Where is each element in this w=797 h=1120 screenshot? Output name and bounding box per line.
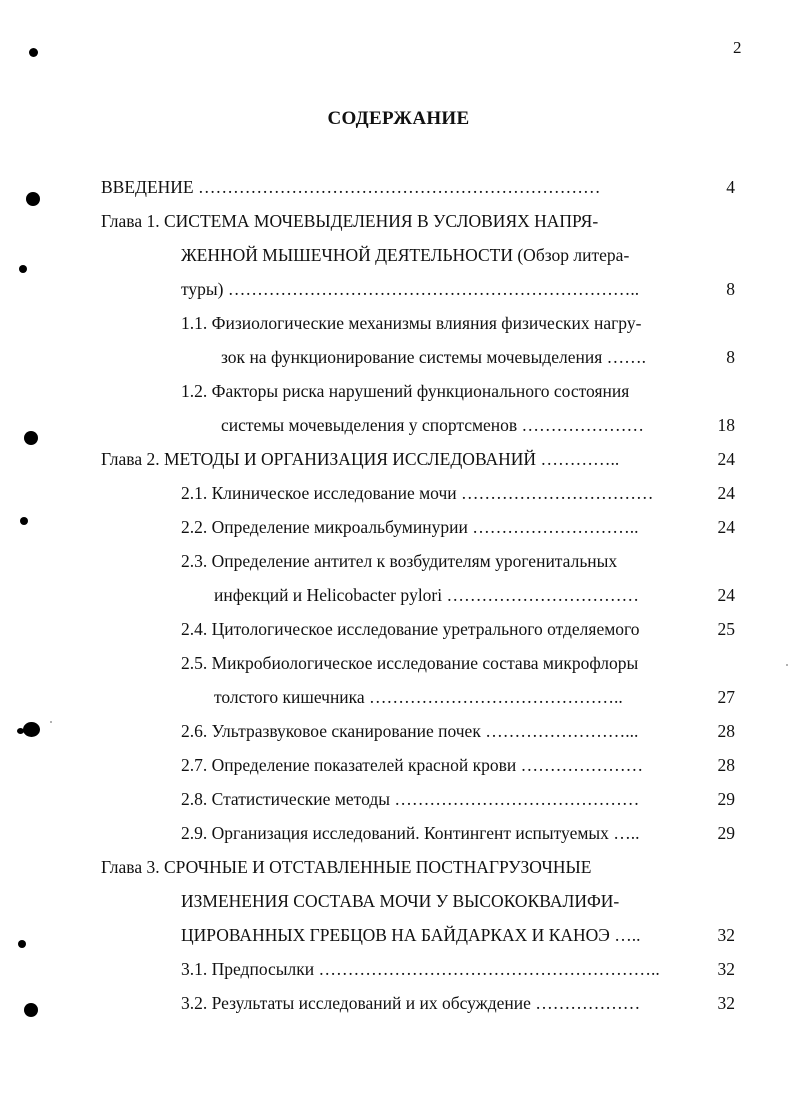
toc-entry-chapter-1-cont: туры) ……………………………………………………………..	[181, 279, 640, 299]
toc-page-number: 28	[717, 721, 735, 741]
toc-page-number: 29	[717, 789, 735, 809]
toc-page-number: 32	[717, 959, 735, 979]
binder-hole-6	[23, 722, 40, 737]
toc-entry-section-2-1: 2.1. Клиническое исследование мочи ……………………………	[181, 483, 654, 503]
toc-page-number: 27	[717, 687, 735, 707]
binder-hole-5	[20, 517, 28, 525]
toc-page-number: 32	[717, 993, 735, 1013]
toc-entry-section-2-2: 2.2. Определение микроальбуминурии ………………………..	[181, 517, 639, 537]
binder-hole-7	[18, 940, 26, 948]
toc-entry-section-2-4: 2.4. Цитологическое исследование уретрального отделяемого	[181, 619, 640, 639]
toc-entry-section-2-3: 2.3. Определение антител к возбудителям урогенитальных	[181, 551, 618, 571]
toc-page-number: 32	[717, 925, 735, 945]
scan-speck-2	[786, 664, 788, 666]
toc-entry-section-1-1-cont: зок на функционирование системы мочевыделения …….	[221, 347, 647, 367]
toc-entry-chapter-3: Глава 3. СРОЧНЫЕ И ОТСТАВЛЕННЫЕ ПОСТНАГРУЗОЧНЫЕ	[101, 857, 592, 877]
toc-page-number: 24	[717, 483, 735, 503]
toc-page-number: 24	[717, 517, 735, 537]
toc-entry-chapter-1-cont: ЖЕННОЙ МЫШЕЧНОЙ ДЕЯТЕЛЬНОСТИ (Обзор литера-	[181, 245, 630, 265]
toc-entry-section-1-2-cont: системы мочевыделения у спортсменов …………………	[221, 415, 645, 435]
toc-entry-section-1-2: 1.2. Факторы риска нарушений функционального состояния	[181, 381, 630, 401]
binder-hole-2	[26, 192, 40, 206]
toc-entry-section-2-9: 2.9. Организация исследований. Контингент испытуемых …..	[181, 823, 640, 843]
toc-entry-introduction: ВВЕДЕНИЕ ……………………………………………………………	[101, 177, 601, 197]
toc-page-number: 4	[726, 177, 735, 197]
toc-page-number: 18	[717, 415, 735, 435]
toc-entry-section-2-8: 2.8. Статистические методы ……………………………………	[181, 789, 640, 809]
binder-hole-8	[24, 1003, 38, 1017]
page-title: СОДЕРЖАНИЕ	[327, 108, 470, 129]
scan-speck-1	[50, 721, 52, 723]
toc-entry-section-2-5: 2.5. Микробиологическое исследование состава микрофлоры	[181, 653, 639, 673]
binder-hole-3	[19, 265, 27, 273]
toc-entry-section-2-3-cont: инфекций и Helicobacter pylori ……………………………	[214, 585, 639, 605]
toc-entry-chapter-2: Глава 2. МЕТОДЫ И ОРГАНИЗАЦИЯ ИССЛЕДОВАНИЙ …………..	[101, 449, 620, 469]
toc-entry-section-2-6: 2.6. Ультразвуковое сканирование почек ……………………...	[181, 721, 639, 741]
toc-page-number: 24	[717, 449, 735, 469]
toc-page-number: 8	[726, 279, 735, 299]
toc-entry-section-3-2: 3.2. Результаты исследований и их обсуждение ………………	[181, 993, 641, 1013]
toc-entry-chapter-3-cont: ЦИРОВАННЫХ ГРЕБЦОВ НА БАЙДАРКАХ И КАНОЭ …..	[181, 925, 641, 945]
toc-page-number: 25	[717, 619, 735, 639]
page-number: 2	[733, 38, 742, 57]
toc-entry-section-3-1: 3.1. Предпосылки …………………………………………………..	[181, 959, 660, 979]
binder-hole-4	[24, 431, 38, 445]
toc-page-number: 24	[717, 585, 735, 605]
toc-page-number: 28	[717, 755, 735, 775]
toc-entry-section-2-7: 2.7. Определение показателей красной крови …………………	[181, 755, 644, 775]
binder-hole-1	[29, 48, 38, 57]
toc-page-number: 8	[726, 347, 735, 367]
binder-hole-6b	[17, 728, 24, 734]
toc-entry-section-1-1: 1.1. Физиологические механизмы влияния физических нагру-	[181, 313, 642, 333]
toc-entry-section-2-5-cont: толстого кишечника ……………………………………..	[214, 687, 623, 707]
toc-entry-chapter-3-cont: ИЗМЕНЕНИЯ СОСТАВА МОЧИ У ВЫСОКОКВАЛИФИ-	[181, 891, 620, 911]
toc-entry-chapter-1: Глава 1. СИСТЕМА МОЧЕВЫДЕЛЕНИЯ В УСЛОВИЯХ НАПРЯ-	[101, 211, 599, 231]
toc-page-number: 29	[717, 823, 735, 843]
